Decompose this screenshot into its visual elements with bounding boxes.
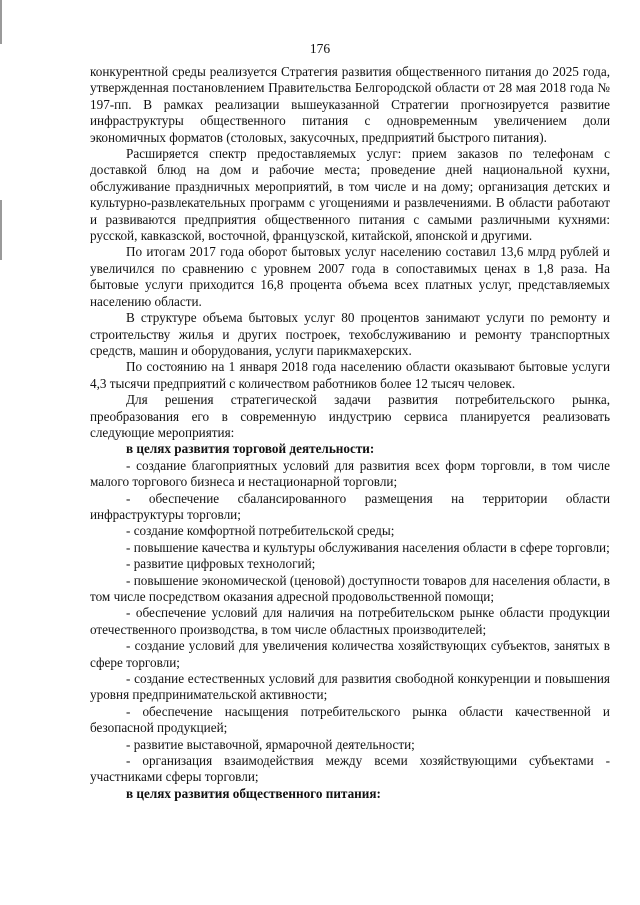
list-item: - обеспечение насыщения потребительского рынка области качественной и безопасной продукцией;: [90, 703, 610, 736]
paragraph: По итогам 2017 года оборот бытовых услуг населению составил 13,6 млрд рублей и увеличился по сравнению с уровнем 2007 года в сопоставимых ценах в 1,8 раза. На бытовые услуги приходится 16,8 процента объема всех платных услуг, представляемых населению области.: [90, 244, 610, 309]
list-item: - создание естественных условий для развития свободной конкуренции и повышения уровня предпринимательской активности;: [90, 671, 610, 703]
scan-edge-mark: [0, 200, 2, 260]
list-item: - организация взаимодействия между всеми хозяйствующими субъектами - участниками сферы торговли;: [90, 753, 610, 785]
list-item: - развитие выставочной, ярмарочной деятельности;: [126, 736, 415, 752]
paragraph: По состоянию на 1 января 2018 года населению области оказывают бытовые услуги 4,3 тысячи предприятий с количеством работников более 12 тысяч человек.: [90, 359, 610, 391]
page-number: 176: [309, 41, 331, 56]
scan-edge-mark: [0, 0, 2, 44]
paragraph: Расширяется спектр предоставляемых услуг: прием заказов по телефонам с доставкой блюд на дом и рабочие места; проведение дней национальной кухни, обслуживание праздничных мероприятий, в том числе и на дому; организация детских и культурно-развлекательных программ с угощениями и развлечениями. В области работают и развиваются предприятия общественного питания с самыми различными кухнями: русской, кавказской, восточной, французской, китайской, японской и другими.: [90, 146, 610, 244]
list-item: - создание комфортной потребительской среды;: [126, 523, 395, 539]
paragraph: конкурентной среды реализуется Стратегия развития общественного питания до 2025 года, утвержденная постановлением Правительства Белгородской области от 28 мая 2018 года № 197-пп. В рамках реализации вышеуказанной Стратегии прогнозируется развитие инфраструктуры общественного питания с одновременным увеличением доли экономичных форматов (столовых, закусочных, предприятий быстрого питания).: [90, 64, 610, 145]
list-item: - повышение экономической (ценовой) доступности товаров для населения области, в том числе посредством оказания адресной продовольственной помощи;: [90, 572, 610, 604]
list-item: - создание условий для увеличения количества хозяйствующих субъектов, занятых в сфере торговли;: [90, 638, 610, 670]
section-heading-trade: в целях развития торговой деятельности:: [126, 441, 375, 457]
list-item: - обеспечение сбалансированного размещения на территории области инфраструктуры торговли;: [90, 490, 610, 522]
paragraph: Для решения стратегической задачи развития потребительского рынка, преобразования его в современную индустрию сервиса планируется реализовать следующие мероприятия:: [90, 392, 610, 440]
document-body: [90, 62, 610, 802]
list-item: - обеспечение условий для наличия на потребительском рынке области продукции отечественного производства, в том числе областных производителей;: [90, 605, 610, 637]
paragraph: В структуре объема бытовых услуг 80 процентов занимают услуги по ремонту и строительству жилья и других построек, техобслуживанию и ремонту транспортных средств, машин и оборудования, услуги парикмахерских.: [90, 310, 610, 358]
list-item: - повышение качества и культуры обслуживания населения области в сфере торговли;: [126, 539, 610, 555]
list-item: - развитие цифровых технологий;: [126, 556, 316, 572]
list-item: - создание благоприятных условий для развития всех форм торговли, в том числе малого торгового бизнеса и нестационарной торговли;: [90, 457, 610, 490]
section-heading-catering: в целях развития общественного питания:: [126, 785, 381, 801]
